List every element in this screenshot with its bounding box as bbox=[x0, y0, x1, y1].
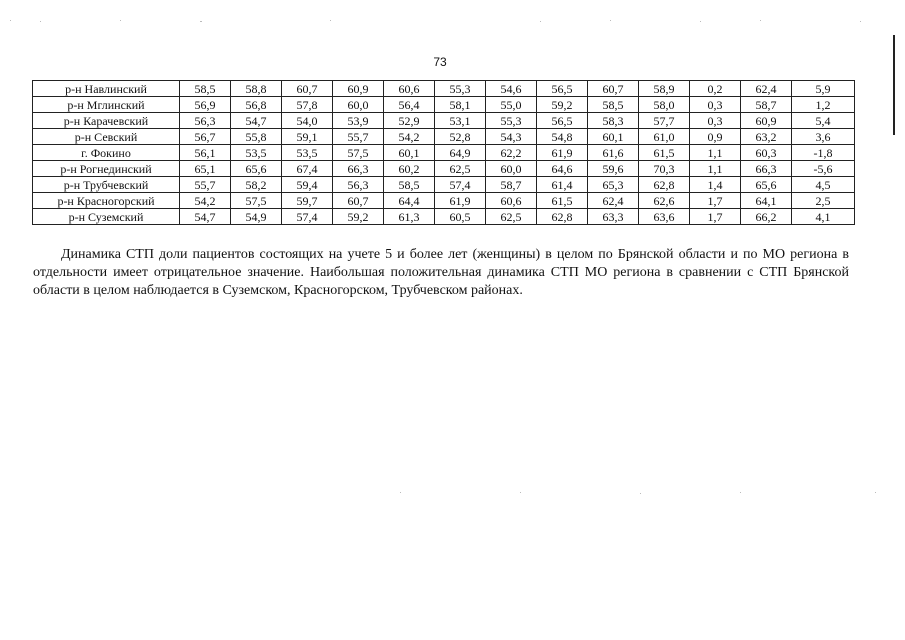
table-cell: 61,4 bbox=[537, 177, 588, 193]
table-cell: 4,1 bbox=[792, 209, 855, 225]
table-cell: 63,3 bbox=[588, 209, 639, 225]
table-cell: 56,5 bbox=[537, 113, 588, 129]
table-cell: 61,9 bbox=[435, 193, 486, 209]
table-cell: 57,4 bbox=[282, 209, 333, 225]
row-region-name: р-н Мглинский bbox=[33, 97, 180, 113]
table-cell: 57,5 bbox=[231, 193, 282, 209]
table-cell: 57,7 bbox=[639, 113, 690, 129]
table-cell: 62,5 bbox=[435, 161, 486, 177]
table-cell: 64,9 bbox=[435, 145, 486, 161]
table-cell: 64,4 bbox=[384, 193, 435, 209]
table-cell: 60,3 bbox=[741, 145, 792, 161]
table-cell: 64,6 bbox=[537, 161, 588, 177]
table-cell: 53,9 bbox=[333, 113, 384, 129]
table-cell: 53,1 bbox=[435, 113, 486, 129]
table-cell: 53,5 bbox=[282, 145, 333, 161]
table-cell: 60,7 bbox=[333, 193, 384, 209]
table-cell: 56,5 bbox=[537, 81, 588, 97]
table-cell: 1,4 bbox=[690, 177, 741, 193]
table-cell: 57,8 bbox=[282, 97, 333, 113]
table-cell: 63,2 bbox=[741, 129, 792, 145]
table-cell: 54,8 bbox=[537, 129, 588, 145]
table-cell: 61,0 bbox=[639, 129, 690, 145]
table-cell: 59,6 bbox=[588, 161, 639, 177]
table-cell: 64,1 bbox=[741, 193, 792, 209]
table-cell: 62,4 bbox=[741, 81, 792, 97]
table-cell: 59,7 bbox=[282, 193, 333, 209]
table-cell: 52,8 bbox=[435, 129, 486, 145]
table-row bbox=[33, 177, 855, 193]
table-cell: 57,4 bbox=[435, 177, 486, 193]
table-cell: 61,5 bbox=[639, 145, 690, 161]
table-cell: 62,8 bbox=[639, 177, 690, 193]
table-cell: 56,7 bbox=[180, 129, 231, 145]
table-cell: 54,7 bbox=[180, 209, 231, 225]
table-cell: 66,2 bbox=[741, 209, 792, 225]
table-cell: 53,5 bbox=[231, 145, 282, 161]
table-row bbox=[33, 161, 855, 177]
table-cell: 56,1 bbox=[180, 145, 231, 161]
table-cell: 58,5 bbox=[384, 177, 435, 193]
page-number: 73 bbox=[433, 55, 447, 69]
table-cell: 58,3 bbox=[588, 113, 639, 129]
table-row bbox=[33, 129, 855, 145]
scan-margin-line bbox=[893, 35, 895, 135]
table-cell: 56,9 bbox=[180, 97, 231, 113]
table-cell: 58,5 bbox=[180, 81, 231, 97]
table-cell: 1,2 bbox=[792, 97, 855, 113]
row-region-name: р-н Карачевский bbox=[33, 113, 180, 129]
table-cell: 3,6 bbox=[792, 129, 855, 145]
table-cell: 59,4 bbox=[282, 177, 333, 193]
table-cell: 4,5 bbox=[792, 177, 855, 193]
table-cell: 61,3 bbox=[384, 209, 435, 225]
table-cell: 1,1 bbox=[690, 145, 741, 161]
table-cell: 54,6 bbox=[486, 81, 537, 97]
row-region-name: р-н Суземский bbox=[33, 209, 180, 225]
table-cell: 58,1 bbox=[435, 97, 486, 113]
table-cell: 60,6 bbox=[486, 193, 537, 209]
table-cell: 2,5 bbox=[792, 193, 855, 209]
table-cell: 0,9 bbox=[690, 129, 741, 145]
table-cell: 60,9 bbox=[741, 113, 792, 129]
table-cell: 60,0 bbox=[486, 161, 537, 177]
table-cell: 65,1 bbox=[180, 161, 231, 177]
table-row bbox=[33, 209, 855, 225]
table-cell: 67,4 bbox=[282, 161, 333, 177]
analysis-paragraph: Динамика СТП доли пациентов состоящих на учете 5 и более лет (женщины) в целом по Брянской области и по МО региона в отдельности имеет отрицательное значение. Наибольшая положительная динамика СТП МО региона в сравнении с СТП Брянской области в целом наблюдается в Суземском, Красногорском, Трубчевском районах. bbox=[33, 247, 849, 298]
table-cell: 55,8 bbox=[231, 129, 282, 145]
table-cell: 1,7 bbox=[690, 209, 741, 225]
table-cell: 0,2 bbox=[690, 81, 741, 97]
row-region-name: р-н Трубчевский bbox=[33, 177, 180, 193]
table-cell: 58,9 bbox=[639, 81, 690, 97]
table-cell: 54,2 bbox=[180, 193, 231, 209]
row-region-name: р-н Рогнединский bbox=[33, 161, 180, 177]
table-cell: 0,3 bbox=[690, 113, 741, 129]
table-cell: 54,9 bbox=[231, 209, 282, 225]
table-cell: 55,7 bbox=[333, 129, 384, 145]
table-cell: 60,7 bbox=[282, 81, 333, 97]
table-cell: 62,6 bbox=[639, 193, 690, 209]
row-region-name: р-н Севский bbox=[33, 129, 180, 145]
table-cell: 1,7 bbox=[690, 193, 741, 209]
table-cell: 54,7 bbox=[231, 113, 282, 129]
table-cell: 56,8 bbox=[231, 97, 282, 113]
table-cell: 65,6 bbox=[741, 177, 792, 193]
table-cell: 70,3 bbox=[639, 161, 690, 177]
table-cell: 62,2 bbox=[486, 145, 537, 161]
table-row bbox=[33, 193, 855, 209]
table-cell: 55,3 bbox=[486, 113, 537, 129]
table-cell: 66,3 bbox=[741, 161, 792, 177]
table-cell: 65,6 bbox=[231, 161, 282, 177]
table-cell: 61,6 bbox=[588, 145, 639, 161]
table-cell: 1,1 bbox=[690, 161, 741, 177]
table-cell: 58,7 bbox=[486, 177, 537, 193]
table-cell: 56,3 bbox=[180, 113, 231, 129]
table-cell: 55,3 bbox=[435, 81, 486, 97]
table-cell: 54,3 bbox=[486, 129, 537, 145]
table-cell: 56,3 bbox=[333, 177, 384, 193]
table-cell: 0,3 bbox=[690, 97, 741, 113]
table-cell: 56,4 bbox=[384, 97, 435, 113]
table-cell: 60,6 bbox=[384, 81, 435, 97]
table-cell: 57,5 bbox=[333, 145, 384, 161]
table-body bbox=[33, 81, 855, 225]
table-cell: 60,9 bbox=[333, 81, 384, 97]
table-cell: 5,4 bbox=[792, 113, 855, 129]
table-cell: 62,5 bbox=[486, 209, 537, 225]
statistics-table bbox=[32, 80, 855, 225]
table-cell: 63,6 bbox=[639, 209, 690, 225]
table-cell: 65,3 bbox=[588, 177, 639, 193]
table-row bbox=[33, 97, 855, 113]
table-cell: 60,0 bbox=[333, 97, 384, 113]
table-row bbox=[33, 145, 855, 161]
table-cell: 58,8 bbox=[231, 81, 282, 97]
table-cell: 55,0 bbox=[486, 97, 537, 113]
row-region-name: р-н Навлинский bbox=[33, 81, 180, 97]
table-row bbox=[33, 113, 855, 129]
table-cell: 54,0 bbox=[282, 113, 333, 129]
table-cell: 61,5 bbox=[537, 193, 588, 209]
table-cell: 52,9 bbox=[384, 113, 435, 129]
table-cell: 54,2 bbox=[384, 129, 435, 145]
table-cell: 58,7 bbox=[741, 97, 792, 113]
table-cell: 5,9 bbox=[792, 81, 855, 97]
table-cell: -1,8 bbox=[792, 145, 855, 161]
table-cell: 62,4 bbox=[588, 193, 639, 209]
table-cell: 58,0 bbox=[639, 97, 690, 113]
table-cell: 59,2 bbox=[333, 209, 384, 225]
table-cell: 60,5 bbox=[435, 209, 486, 225]
row-region-name: г. Фокино bbox=[33, 145, 180, 161]
table-cell: 58,2 bbox=[231, 177, 282, 193]
table-cell: 60,2 bbox=[384, 161, 435, 177]
table-cell: 58,5 bbox=[588, 97, 639, 113]
table-cell: 62,8 bbox=[537, 209, 588, 225]
table-cell: 60,1 bbox=[384, 145, 435, 161]
table-cell: 60,1 bbox=[588, 129, 639, 145]
table-cell: 59,2 bbox=[537, 97, 588, 113]
table-cell: 60,7 bbox=[588, 81, 639, 97]
table-row bbox=[33, 81, 855, 97]
row-region-name: р-н Красногорский bbox=[33, 193, 180, 209]
table-cell: 66,3 bbox=[333, 161, 384, 177]
table-cell: 59,1 bbox=[282, 129, 333, 145]
table-cell: 55,7 bbox=[180, 177, 231, 193]
table-cell: -5,6 bbox=[792, 161, 855, 177]
table-cell: 61,9 bbox=[537, 145, 588, 161]
